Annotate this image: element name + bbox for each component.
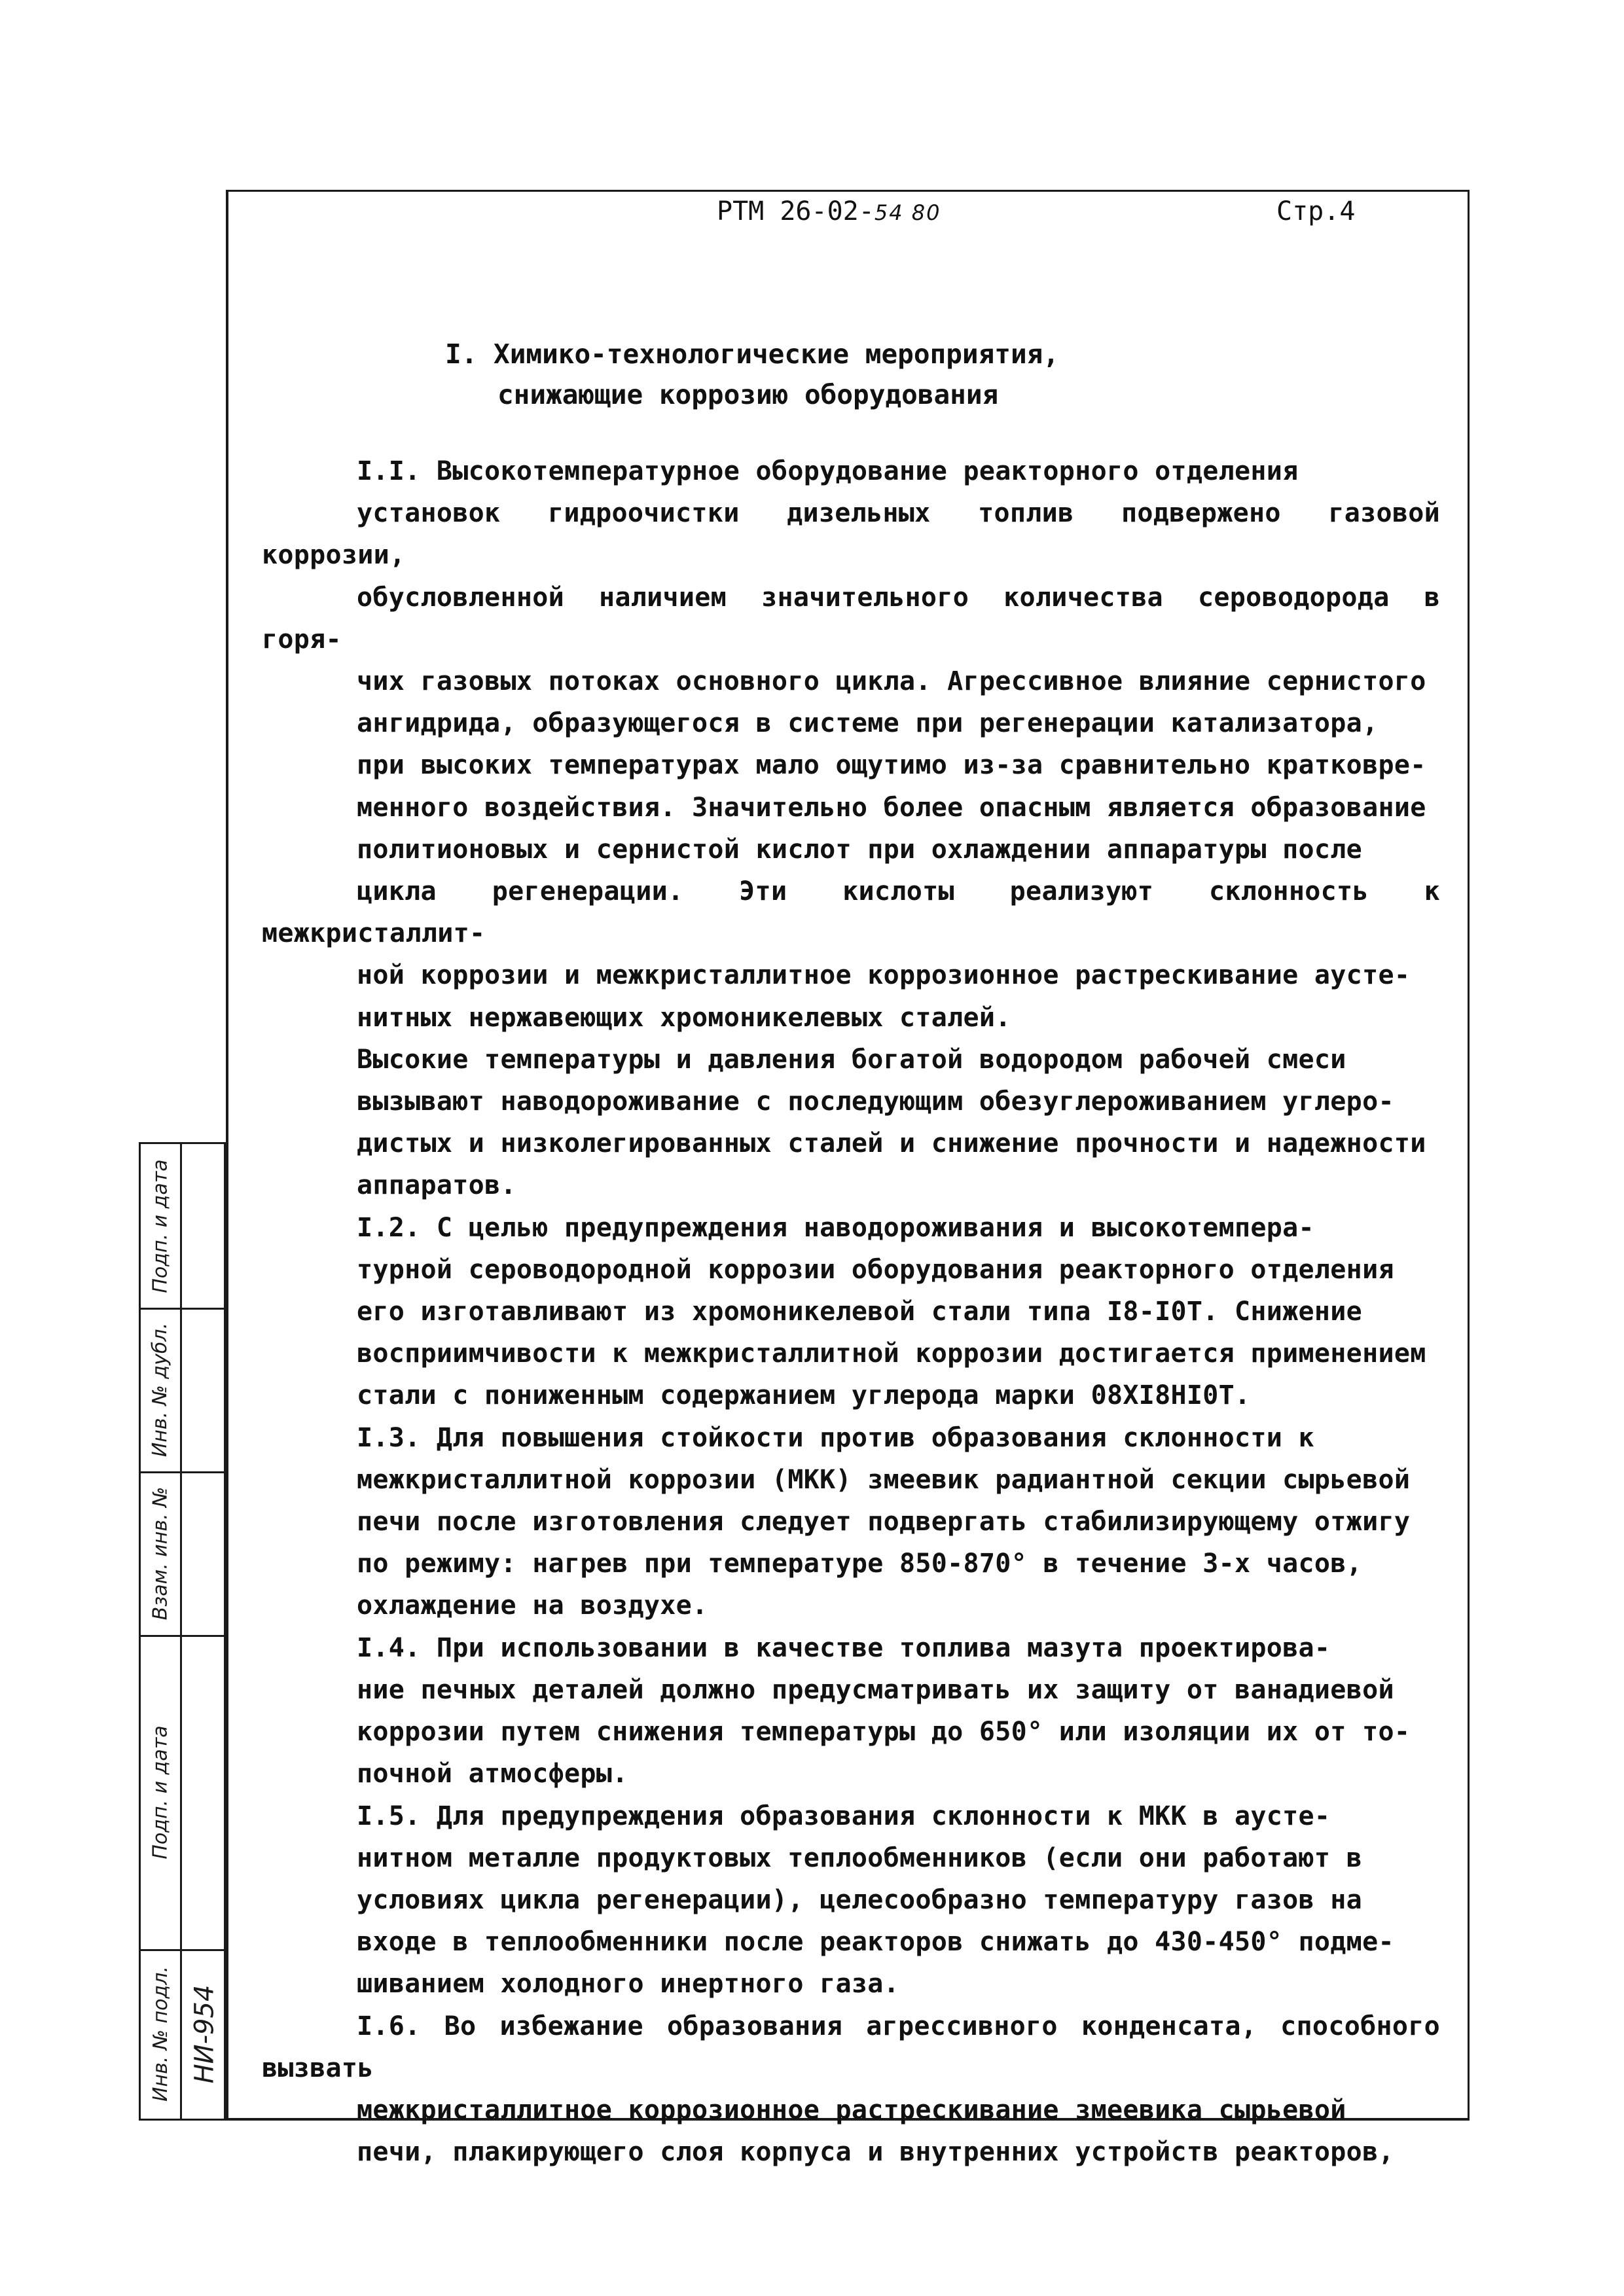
paragraph-line: I.2. С целью предупреждения наводороживания и высокотемпера- [357,1212,1314,1243]
paragraph-line: I.I. Высокотемпературное оборудование реакторного отделения [357,456,1299,486]
paragraph-line: Высокие температуры и давления богатой водородом рабочей смеси [357,1044,1346,1075]
paragraph-line: менного воздействия. Значительно более опасным является образование [357,792,1426,823]
document-code [717,196,941,226]
paragraph-line: его изготавливают из хромоникелевой стали типа I8-I0T. Снижение [357,1297,1363,1327]
stamp-label-text: Подп. и дата [149,1725,172,1859]
paragraph-line: аппаратов. [357,1170,516,1201]
paragraph-line: охлаждение на воздухе. [357,1590,708,1621]
paragraph-line: шиванием холодного инертного газа. [357,1969,899,2000]
margin-stamp [139,1142,226,2121]
paragraph-line: стали с пониженным содержанием углерода марки 08XI8HI0T. [357,1380,1251,1411]
signature-date-label-2 [142,1635,179,1949]
body-text [262,450,1440,2173]
paragraph [262,1039,1440,1207]
paragraph-line: цикла регенерации. Эти кислоты реализуют склонность к межкристаллит- [262,876,1440,949]
paragraph-line: ной коррозии и межкристаллитное коррозионное растрескивание аусте- [357,960,1411,991]
paragraph [262,2005,1440,2174]
paragraph-line: входе в теплообменники после реакторов снижать до 430-450° подме- [357,1927,1394,1958]
paragraph-line: I.5. Для предупреждения образования склонности к МКК в аусте- [357,1801,1331,1831]
paragraph-line: I.3. Для повышения стойкости против образования склонности к [357,1422,1314,1453]
paragraph [262,450,1440,1039]
paragraph [262,1207,1440,1417]
original-inventory-label [142,1949,179,2119]
paragraph-line: восприимчивости к межкристаллитной коррозии достигается применением [357,1338,1426,1369]
duplicate-inventory-label [142,1308,179,1471]
page-header [0,196,1624,236]
paragraph-line: при высоких температурах мало ощутимо из-за сравнительно кратковре- [357,750,1426,781]
paragraph [262,1795,1440,2005]
signature-date-label [142,1144,179,1308]
paragraph-line: I.4. При использовании в качестве топлива мазута проектирова- [357,1632,1331,1663]
stamp-label-text: Подп. и дата [149,1158,172,1293]
paragraph-line: межкристаллитное коррозионное растрескивание змеевика сырьевой [357,2094,1346,2125]
stamp-label-text: Взам. инв. № [149,1486,172,1620]
paragraph-line: дистых и низколегированных сталей и снижение прочности и надежности [357,1128,1426,1159]
stamp-label-text: Инв. № дубл. [149,1322,172,1457]
paragraph-line: обусловленной наличием значительного количества сероводорода в горя- [262,582,1440,655]
paragraph-line: установок гидроочистки дизельных топлив подвержено газовой коррозии, [262,498,1440,571]
paragraph-line: почной атмосферы. [357,1759,628,1789]
paragraph-line: политионовых и сернистой кислот при охлаждении аппаратуры после [357,834,1363,865]
paragraph-line: межкристаллитной коррозии (МКК) змеевик радиантной секции сырьевой [357,1464,1411,1495]
section-title-line-1: I. Химико-технологические мероприятия, [445,338,1059,370]
page-number: Стр.4 [1276,196,1356,226]
paragraph [262,1627,1440,1795]
paragraph-line: турной сероводородной коррозии оборудования реакторного отделения [357,1254,1394,1285]
paragraph-line: печи после изготовления следует подвергать стабилизирующему отжигу [357,1507,1411,1537]
paragraph-line: ангидрида, образующегося в системе при регенерации катализатора, [357,708,1379,739]
paragraph-line: вызывают наводороживание с последующим обезуглероживанием углеро- [357,1086,1394,1117]
stamp-label-text: Инв. № подл. [149,1966,172,2102]
paragraph-line: печи, плакирующего слоя корпуса и внутренних устройств реакторов, [357,2137,1394,2168]
paragraph-line: коррозии путем снижения температуры до 650° или изоляции их от то- [357,1717,1411,1748]
paragraph [262,1417,1440,1627]
document-code-handwritten: 54 80 [874,200,941,225]
section-title-line-2: снижающие коррозию оборудования [497,379,999,410]
document-code-prefix: РТМ 26-02- [717,196,875,226]
paragraph-line: I.6. Во избежание образования агрессивного конденсата, способного вызвать [262,2011,1440,2083]
paragraph-line: ние печных деталей должно предусматривать их защиту от ванадиевой [357,1674,1394,1705]
replacement-inventory-label [142,1471,179,1635]
inventory-number: НИ-954 [189,1984,219,2083]
paragraph-line: по режиму: нагрев при температуре 850-870° в течение 3-х часов, [357,1549,1363,1579]
paragraph-line: условиях цикла регенерации), целесообразно температуру газов на [357,1884,1363,1915]
original-inventory-value [183,1949,226,2119]
paragraph-line: нитном металле продуктовых теплообменников (если они работают в [357,1842,1363,1873]
stamp-column-divider [180,1144,182,2119]
paragraph-line: чих газовых потоках основного цикла. Агрессивное влияние сернистого [357,666,1426,697]
paragraph-line: нитных нержавеющих хромоникелевых сталей. [357,1002,1011,1033]
